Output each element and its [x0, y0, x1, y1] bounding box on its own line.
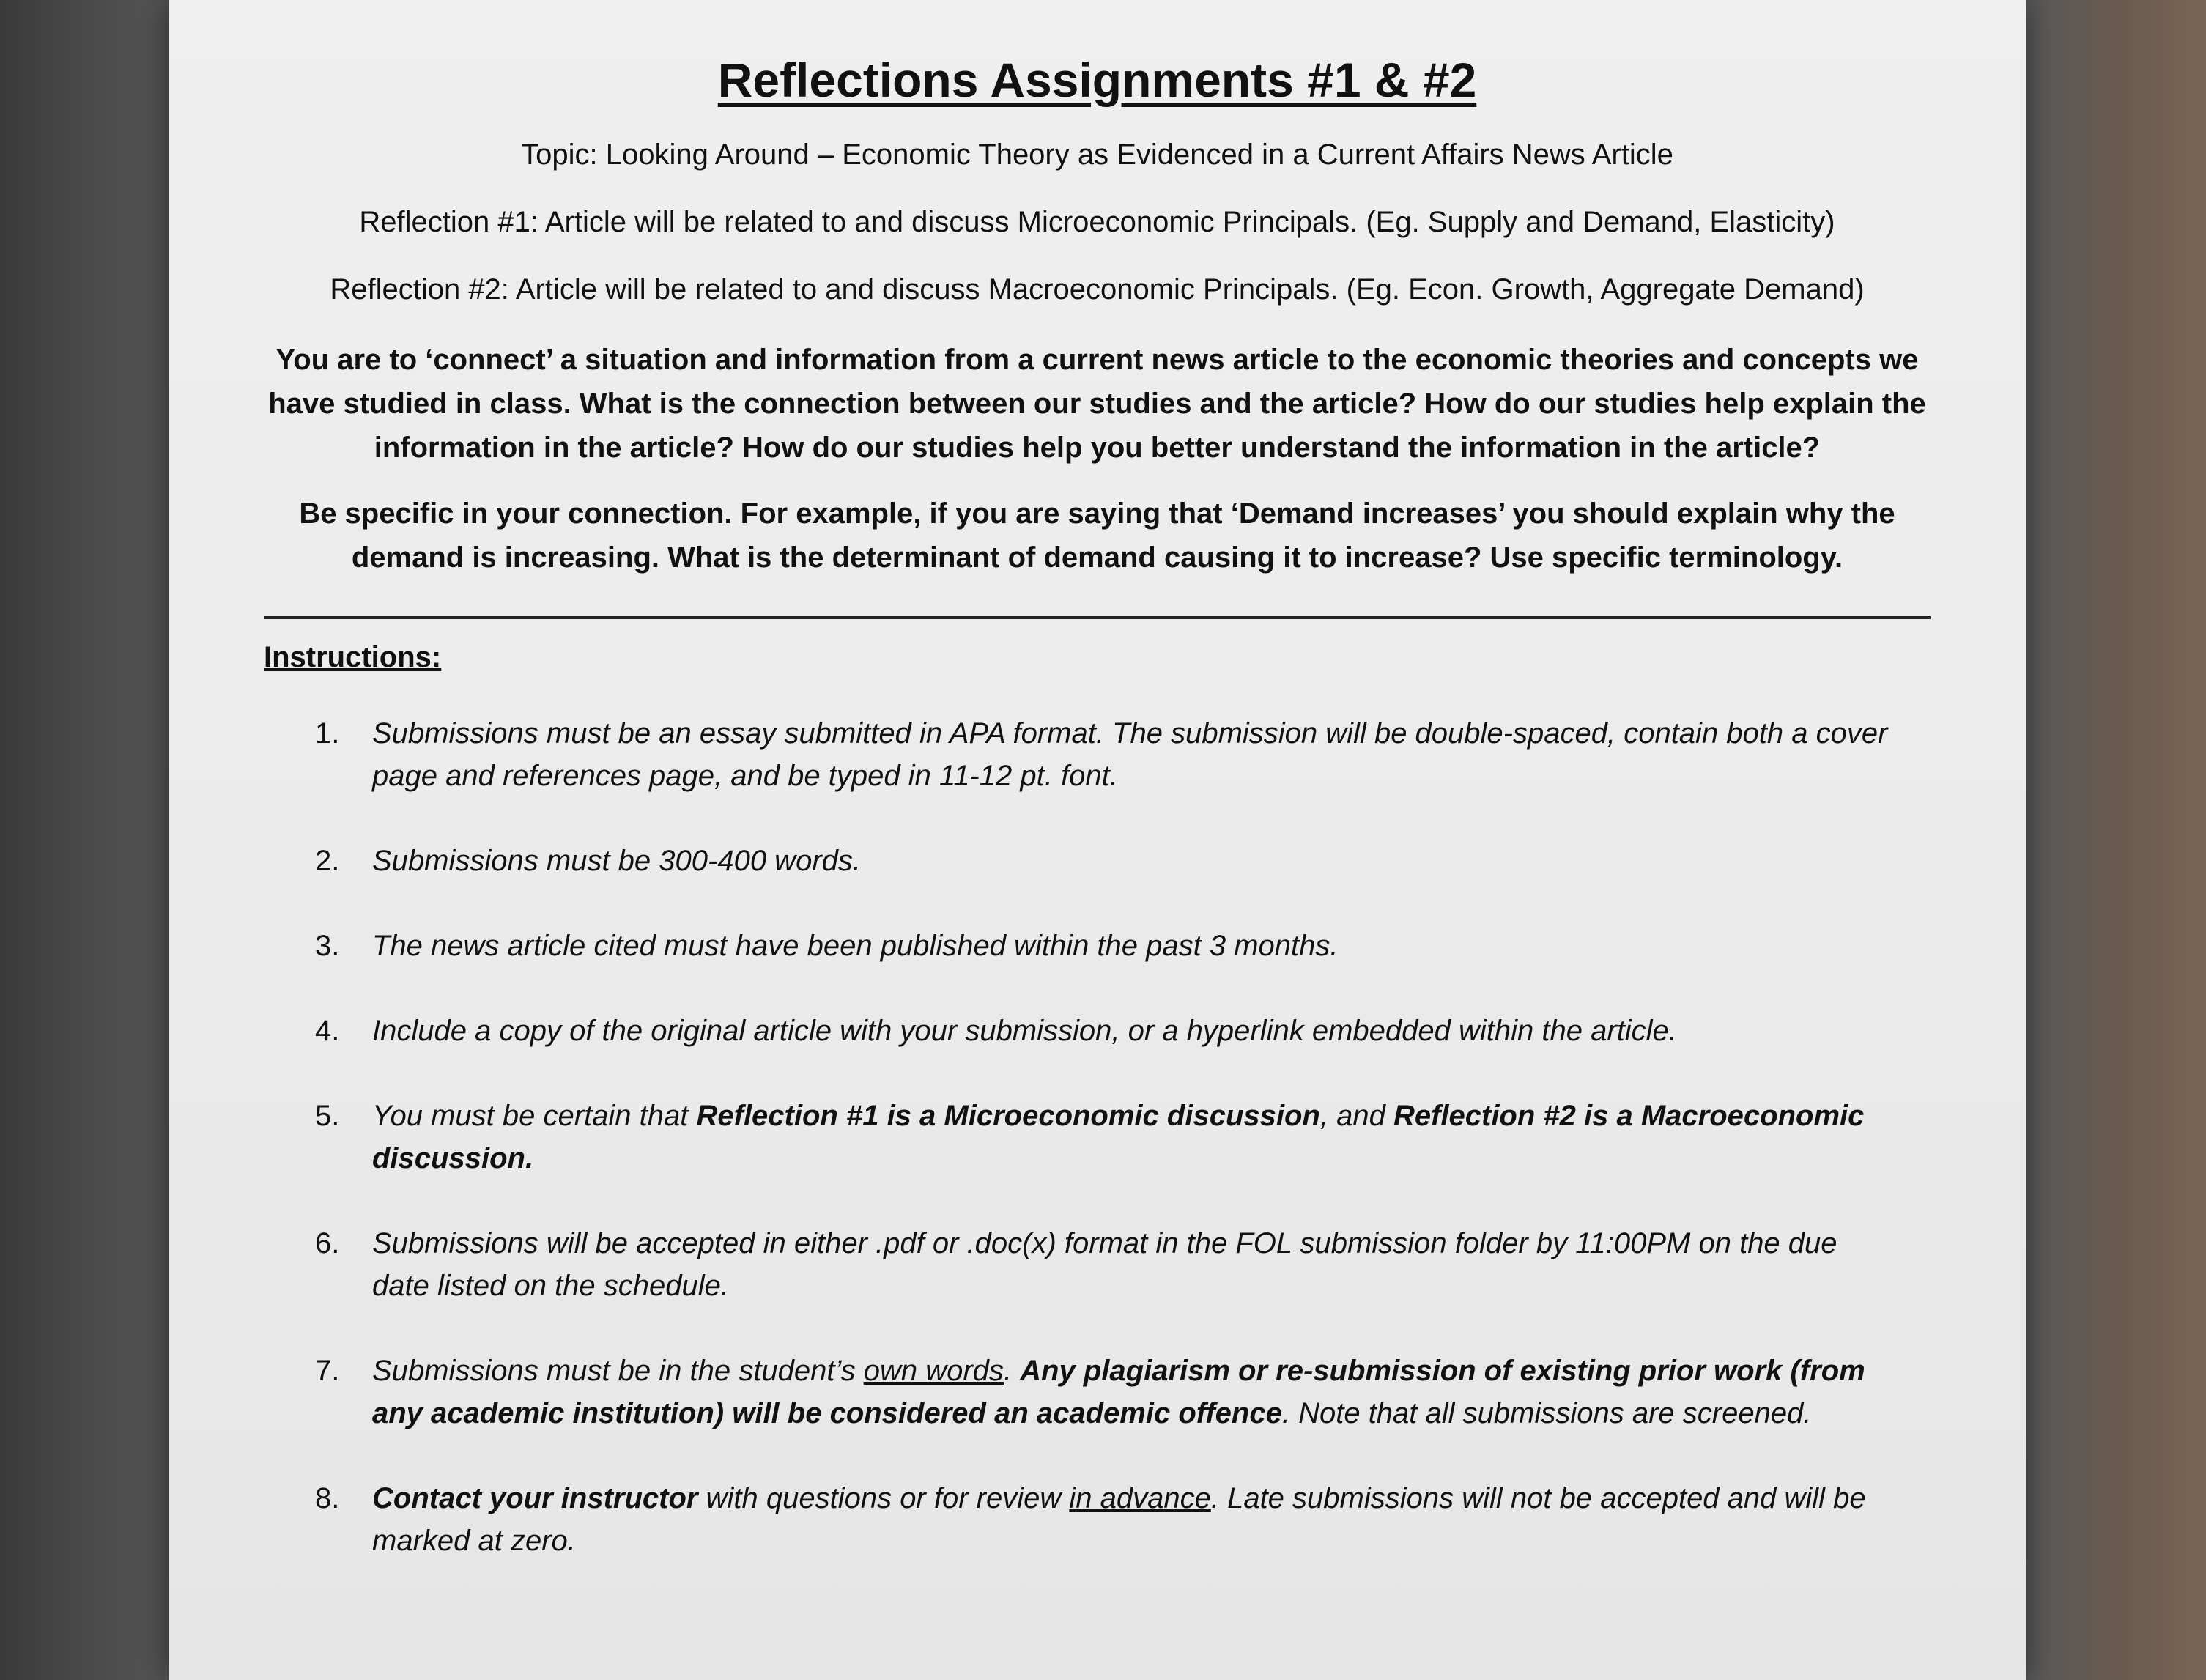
- instruction-text-part: You must be certain that: [372, 1100, 697, 1133]
- instruction-text: [372, 1095, 1931, 1180]
- instruction-number: 1.: [315, 717, 340, 750]
- instruction-text-part: , and: [1319, 1100, 1393, 1133]
- instruction-text-part: Submissions must be in the student’s: [372, 1355, 864, 1388]
- instruction-item-4: [264, 1010, 1931, 1052]
- reflection-2-line: Reflection #2: Article will be related to and discuss Macroeconomic Principals. (Eg. Econ. Growth, Aggregate Demand): [330, 273, 1865, 306]
- instruction-item-2: [264, 840, 1931, 882]
- instructions-list: [264, 712, 1931, 1562]
- instruction-text-part: . Note that all submissions are screened.: [1281, 1397, 1812, 1430]
- instruction-item-8: [264, 1477, 1931, 1562]
- instruction-text: Submissions must be an essay submitted in APA format. The submission will be double-spaced, contain both a cover page and references page, and be typed in 11-12 pt. font.: [372, 717, 1888, 793]
- instruction-bold-part: Any plagiarism or re-submission of existing prior work (from any academic institution) will be considered an academic offence: [372, 1355, 1865, 1430]
- instruction-item-3: [264, 925, 1931, 967]
- document-title: Reflections Assignments #1 & #2: [717, 53, 1477, 107]
- instruction-underlined-part: own words: [863, 1355, 1004, 1388]
- document-page: [169, 0, 2026, 1680]
- section-divider: [264, 616, 1931, 619]
- instruction-text: [372, 1477, 1931, 1562]
- instruction-text: [372, 1350, 1931, 1435]
- instruction-text: Include a copy of the original article with your submission, or a hyperlink embedded within the article.: [372, 1015, 1677, 1048]
- instruction-number: 8.: [315, 1482, 340, 1515]
- document-content: [264, 51, 1931, 1605]
- instruction-text: Submissions must be 300-400 words.: [372, 845, 861, 878]
- instruction-bold-part: Contact your instructor: [372, 1482, 698, 1515]
- instruction-bold-part: Reflection #2 is a Macroeconomic discussion.: [372, 1100, 1865, 1175]
- instruction-number: 2.: [315, 845, 340, 878]
- instruction-underlined-part: in advance: [1069, 1482, 1211, 1515]
- instruction-number: 6.: [315, 1227, 340, 1260]
- instruction-number: 7.: [315, 1355, 340, 1388]
- instruction-text-part: . Late submissions will not be accepted and will be marked at zero.: [372, 1482, 1866, 1558]
- instruction-text: The news article cited must have been published within the past 3 months.: [372, 930, 1339, 963]
- instructions-heading: Instructions:: [264, 641, 442, 674]
- instruction-text: Submissions will be accepted in either .pdf or .doc(x) format in the FOL submission folder by 11:00PM on the due date listed on the schedule.: [372, 1227, 1837, 1303]
- instruction-bold-part: Reflection #1 is a Microeconomic discussion: [696, 1100, 1320, 1133]
- topic-line: Topic: Looking Around – Economic Theory as Evidenced in a Current Affairs News Article: [521, 138, 1673, 171]
- specific-paragraph: Be specific in your connection. For example, if you are saying that ‘Demand increases’ you should explain why the demand is increasing. What is the determinant of demand causing it to increase? Use specific terminology.: [299, 497, 1895, 574]
- instruction-text-part: .: [1003, 1355, 1021, 1388]
- instruction-number: 5.: [315, 1100, 340, 1133]
- instruction-number: 4.: [315, 1015, 340, 1048]
- instruction-item-7: [264, 1350, 1931, 1435]
- instruction-text-part: with questions or for review: [697, 1482, 1070, 1515]
- connect-paragraph: You are to ‘connect’ a situation and information from a current news article to the economic theories and concepts we have studied in class. What is the connection between our studies and the article? How do our studies help explain the information in the article? How do our studies help you better understand the information in the article?: [268, 344, 1926, 465]
- instruction-item-6: [264, 1222, 1931, 1307]
- instruction-item-5: [264, 1095, 1931, 1180]
- reflection-1-line: Reflection #1: Article will be related to and discuss Microeconomic Principals. (Eg. Supply and Demand, Elasticity): [359, 206, 1835, 239]
- instruction-number: 3.: [315, 930, 340, 963]
- instruction-item-1: [264, 712, 1931, 797]
